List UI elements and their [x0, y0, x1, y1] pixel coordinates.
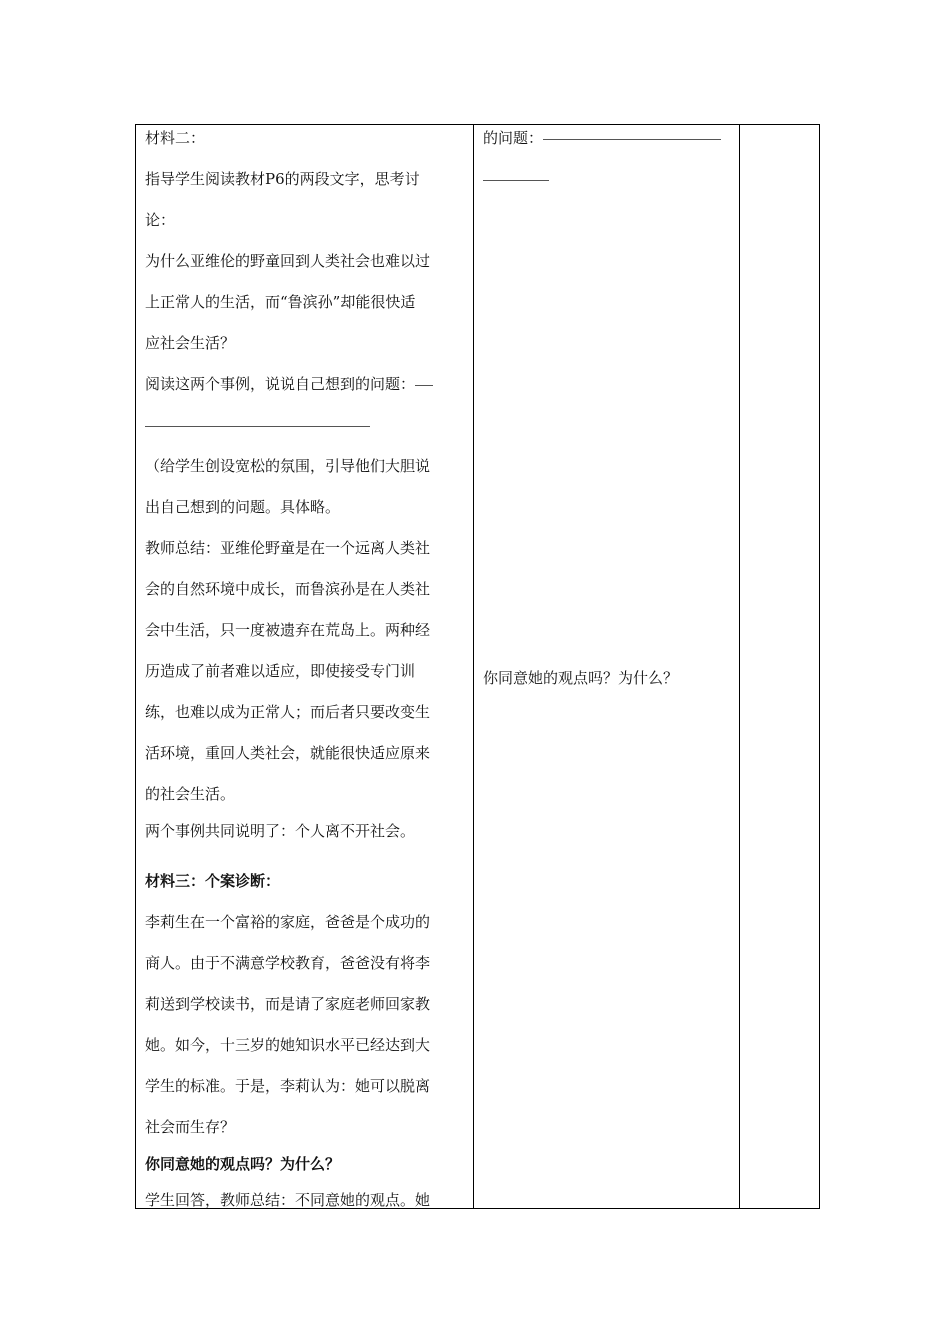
case-line: 学生的标准。于是，李莉认为：她可以脱离: [145, 1077, 431, 1095]
teacher-activity-content: [136, 118, 473, 1221]
answer-blank-line: [483, 159, 731, 200]
notes-column: [740, 125, 819, 1208]
problem-label: 的问题：: [483, 129, 544, 147]
material-two-line: 应社会生活？: [145, 334, 236, 352]
material-three-title: 材料三：个案诊断：: [145, 872, 281, 890]
summary-line: 历造成了前者难以适应，即使接受专门训: [145, 662, 416, 680]
summary-line: 的社会生活。: [145, 785, 236, 803]
material-two-line: 论：: [145, 211, 176, 229]
answer-blank: [415, 384, 433, 386]
summary-line: 会中生活，只一度被遗弃在荒岛上。两种经: [145, 621, 431, 639]
student-activity-column: [474, 125, 740, 1208]
case-line: 李莉生在一个富裕的家庭，爸爸是个成功的: [145, 913, 431, 931]
answer-blank: [145, 425, 370, 427]
case-question: 你同意她的观点吗？为什么？: [145, 1155, 341, 1173]
summary-line: 会的自然环境中成长，而鲁滨孙是在人类社: [145, 580, 431, 598]
material-two-line: 指导学生阅读教材P6的两段文字，思考讨: [145, 170, 420, 188]
summary-line: 练，也难以成为正常人；而后者只要改变生: [145, 703, 431, 721]
spacer: [145, 847, 465, 861]
lesson-table: [135, 124, 820, 1209]
material-two-line: 上正常人的生活，而“鲁滨孙”却能很快适: [145, 293, 416, 311]
reading-prompt: 阅读这两个事例，说说自己想到的问题：: [145, 375, 416, 393]
summary-line: 教师总结：亚维伦野童是在一个远离人类社: [145, 539, 431, 557]
student-activity-content: [474, 118, 739, 200]
answer-blank: [483, 179, 549, 181]
hint-line: （给学生创设宽松的氛围，引导他们大胆说: [145, 457, 431, 475]
case-line: 商人。由于不满意学校教育，爸爸没有将李: [145, 954, 431, 972]
summary-line: 活环境，重回人类社会，就能很快适应原来: [145, 744, 431, 762]
student-question: 你同意她的观点吗？为什么？: [483, 669, 679, 687]
material-two-title: 材料二：: [145, 129, 206, 147]
case-answer: 学生回答，教师总结：不同意她的观点。她: [145, 1191, 431, 1209]
problem-line: [483, 118, 731, 159]
answer-blank: [543, 138, 721, 140]
case-line: 社会而生存？: [145, 1118, 236, 1136]
case-line: 她。如今，十三岁的她知识水平已经达到大: [145, 1036, 431, 1054]
material-two-line: 为什么亚维伦的野童回到人类社会也难以过: [145, 252, 431, 270]
answer-blank-line: [145, 405, 465, 446]
teacher-activity-column: [136, 125, 474, 1208]
case-line: 莉送到学校读书，而是请了家庭老师回家教: [145, 995, 431, 1013]
conclusion-line: 两个事例共同说明了：个人离不开社会。: [145, 822, 416, 840]
reading-prompt-line: [145, 364, 465, 405]
hint-line: 出自己想到的问题。具体略。: [145, 498, 341, 516]
